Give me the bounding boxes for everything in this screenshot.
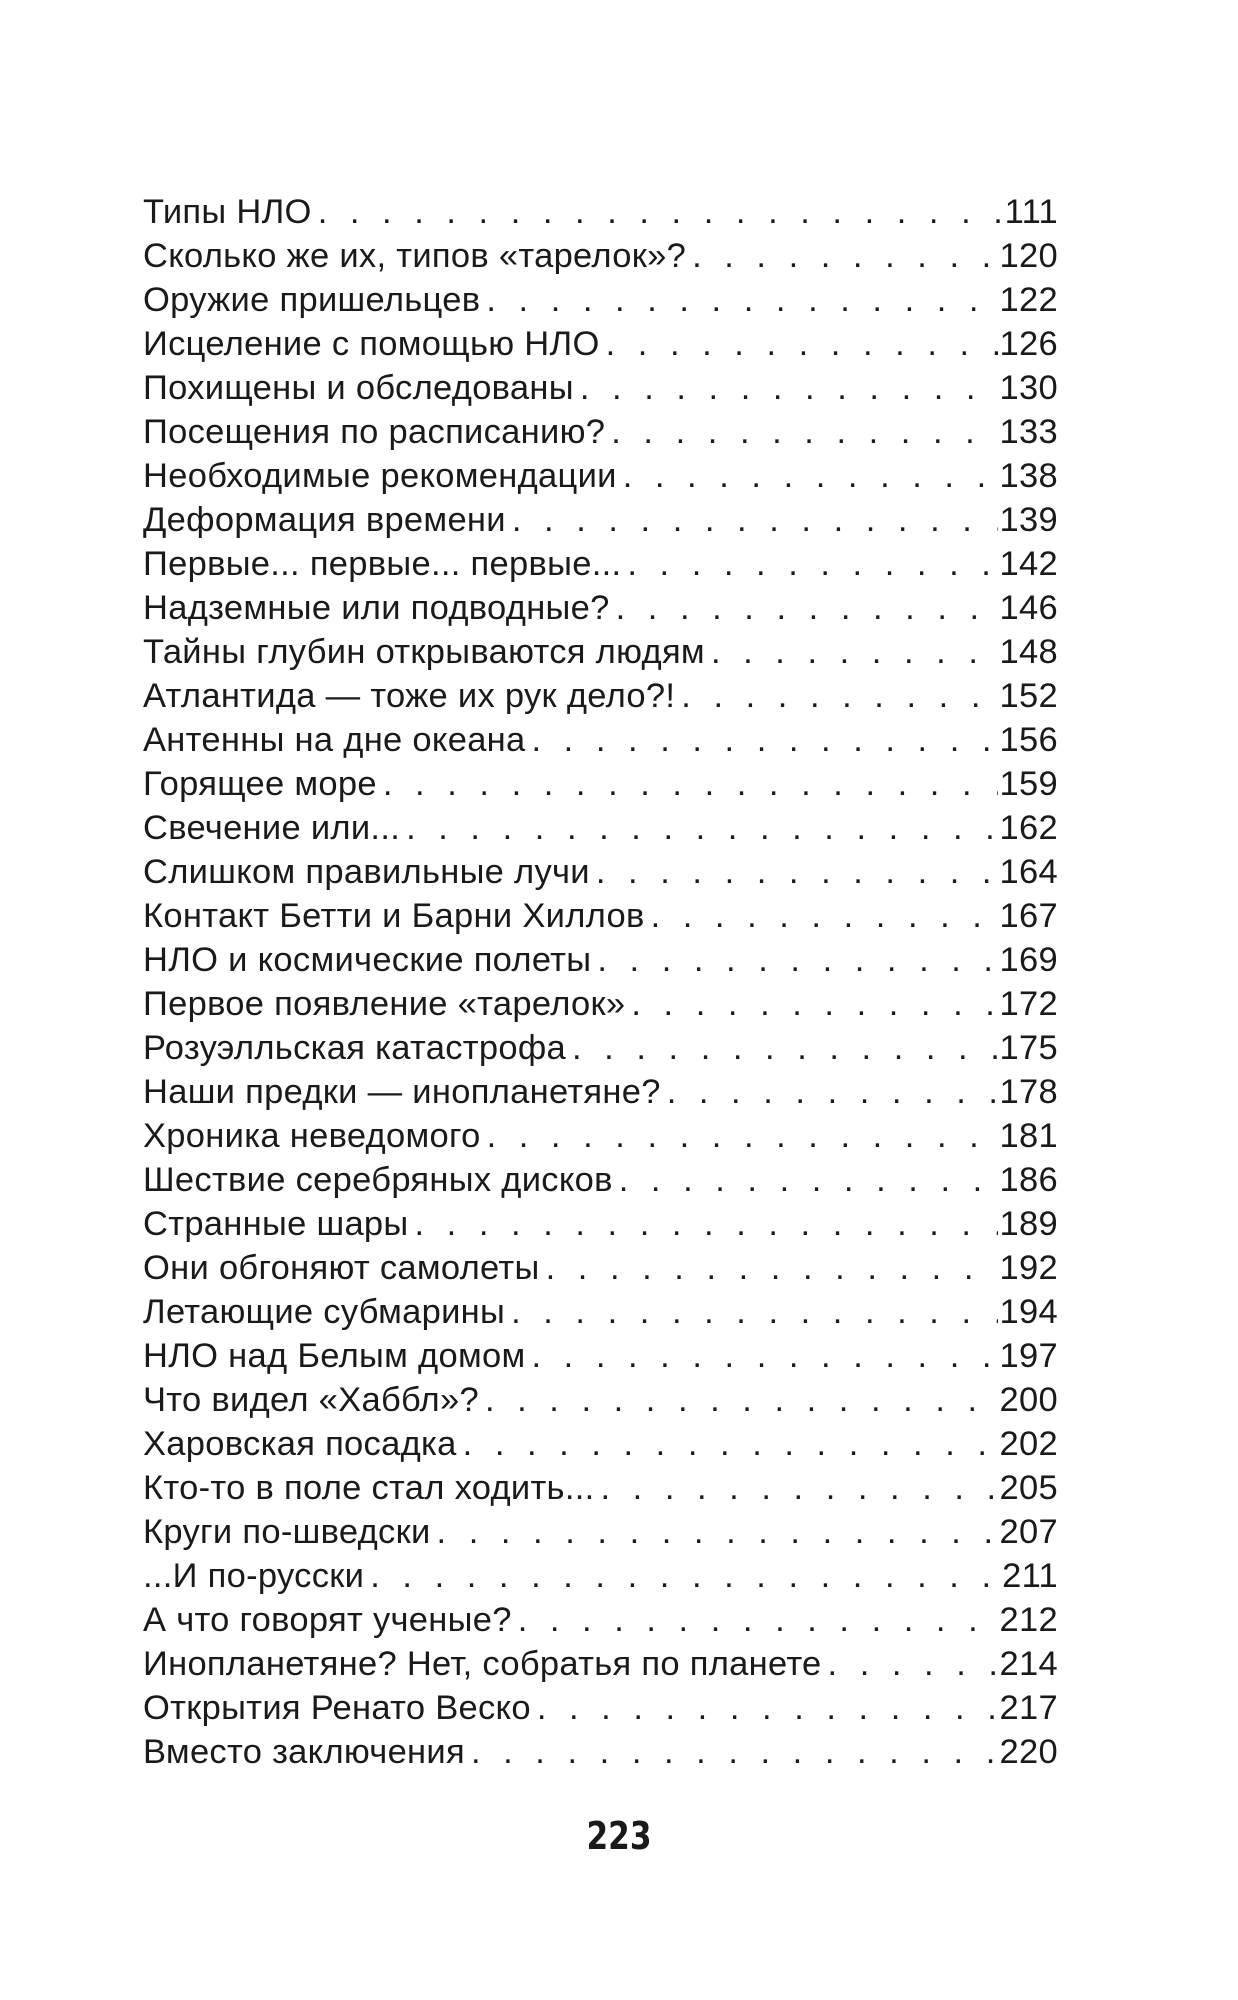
toc-entry xyxy=(143,234,1058,278)
toc-dot-leader xyxy=(437,1510,998,1554)
toc-entry xyxy=(143,190,1058,234)
toc-entry-title: Вместо заключения xyxy=(143,1733,465,1771)
toc-entry-page: 205 xyxy=(999,1469,1058,1507)
toc-entry-page: 197 xyxy=(999,1337,1058,1375)
toc-entry xyxy=(143,1114,1058,1158)
toc-entry xyxy=(143,1246,1058,1290)
toc-entry-title: ...И по-русски xyxy=(143,1557,365,1595)
toc-entry xyxy=(143,366,1058,410)
toc-dot-leader xyxy=(651,894,998,938)
toc-entry-page: 211 xyxy=(1002,1557,1058,1595)
toc-entry-title: Они обгоняют самолеты xyxy=(143,1249,540,1287)
toc-entry-page: 146 xyxy=(999,589,1058,627)
toc-entry-page: 120 xyxy=(999,237,1058,275)
toc-entry-page: 172 xyxy=(999,985,1058,1023)
toc-entry xyxy=(143,1686,1058,1730)
toc-entry-page: 152 xyxy=(999,677,1058,715)
toc-entry-page: 148 xyxy=(999,633,1058,671)
toc-dot-leader xyxy=(318,190,1003,234)
toc-entry-page: 175 xyxy=(999,1029,1058,1067)
toc-entry xyxy=(143,718,1058,762)
toc-entry xyxy=(143,1510,1058,1554)
toc-entry-title: Хроника неведомого xyxy=(143,1117,481,1155)
page-number: 223 xyxy=(586,1814,652,1858)
toc-entry-page: 214 xyxy=(999,1645,1058,1683)
toc-entry-page: 169 xyxy=(999,941,1058,979)
toc-entry-page: 159 xyxy=(999,765,1058,803)
toc-entry-title: Оружие пришельцев xyxy=(143,281,481,319)
toc-dot-leader xyxy=(370,1554,1000,1598)
toc-entry xyxy=(143,586,1058,630)
toc-entry-page: 207 xyxy=(999,1513,1058,1551)
toc-entry xyxy=(143,674,1058,718)
toc-entry xyxy=(143,1290,1058,1334)
toc-dot-leader xyxy=(406,806,997,850)
toc-entry-title: НЛО над Белым домом xyxy=(143,1337,526,1375)
toc-entry-page: 162 xyxy=(999,809,1058,847)
toc-entry xyxy=(143,630,1058,674)
toc-entry-title: Деформация времени xyxy=(143,501,506,539)
toc-entry xyxy=(143,1598,1058,1642)
toc-entry-title: Исцеление с помощью НЛО xyxy=(143,325,600,363)
toc-entry-page: 156 xyxy=(999,721,1058,759)
toc-entry-title: Атлантида — тоже их рук дело?! xyxy=(143,677,676,715)
toc-entry-title: А что говорят ученые? xyxy=(143,1601,512,1639)
toc-dot-leader xyxy=(415,1202,998,1246)
toc-entry xyxy=(143,850,1058,894)
toc-entry xyxy=(143,762,1058,806)
toc-dot-leader xyxy=(611,410,997,454)
toc-entry-title: Что видел «Хаббл»? xyxy=(143,1381,479,1419)
toc-entry-page: 139 xyxy=(999,501,1058,539)
toc-entry-title: Похищены и обследованы xyxy=(143,369,574,407)
toc-entry-title: Харовская посадка xyxy=(143,1425,457,1463)
toc-dot-leader xyxy=(537,1686,998,1730)
toc-entry-title: Контакт Бетти и Барни Хиллов xyxy=(143,897,645,935)
toc-entry-title: Свечение или... xyxy=(143,809,401,847)
toc-dot-leader xyxy=(532,1334,998,1378)
toc-dot-leader xyxy=(580,366,998,410)
toc-dot-leader xyxy=(546,1246,998,1290)
toc-dot-leader xyxy=(623,454,998,498)
toc-dot-leader xyxy=(486,278,997,322)
toc-dot-leader xyxy=(463,1422,998,1466)
toc-dot-leader xyxy=(601,1466,998,1510)
toc-entry-page: 181 xyxy=(999,1117,1058,1155)
toc-entry-title: Тайны глубин открываются людям xyxy=(143,633,705,671)
toc-entry-title: Летающие субмарины xyxy=(143,1293,506,1331)
table-of-contents xyxy=(143,190,1058,1774)
toc-entry-page: 192 xyxy=(999,1249,1058,1287)
toc-entry-page: 217 xyxy=(999,1689,1058,1727)
toc-entry-title: Слишком правильные лучи xyxy=(143,853,590,891)
toc-entry-title: Первые... первые... первые... xyxy=(143,545,622,583)
toc-entry-title: Инопланетяне? Нет, собратья по планете xyxy=(143,1645,822,1683)
toc-dot-leader xyxy=(692,234,997,278)
toc-entry-page: 130 xyxy=(999,369,1058,407)
toc-dot-leader xyxy=(606,322,998,366)
toc-entry-title: Круги по-шведски xyxy=(143,1513,431,1551)
toc-entry xyxy=(143,894,1058,938)
toc-entry xyxy=(143,1378,1058,1422)
toc-entry-page: 186 xyxy=(999,1161,1058,1199)
toc-entry-page: 126 xyxy=(999,325,1058,363)
toc-entry xyxy=(143,982,1058,1026)
toc-dot-leader xyxy=(631,982,997,1026)
toc-dot-leader xyxy=(383,762,998,806)
toc-entry-title: Посещения по расписанию? xyxy=(143,413,606,451)
toc-entry xyxy=(143,1422,1058,1466)
toc-dot-leader xyxy=(619,1158,998,1202)
toc-dot-leader xyxy=(667,1070,998,1114)
toc-entry-title: Необходимые рекомендации xyxy=(143,457,617,495)
toc-dot-leader xyxy=(532,718,998,762)
toc-entry-title: НЛО и космические полеты xyxy=(143,941,592,979)
toc-entry-title: Кто-то в поле стал ходить... xyxy=(143,1469,595,1507)
toc-entry xyxy=(143,1158,1058,1202)
toc-entry-page: 138 xyxy=(999,457,1058,495)
toc-dot-leader xyxy=(572,1026,998,1070)
toc-entry-title: Надземные или подводные? xyxy=(143,589,610,627)
toc-dot-leader xyxy=(518,1598,998,1642)
toc-entry xyxy=(143,322,1058,366)
toc-entry-page: 202 xyxy=(999,1425,1058,1463)
toc-entry xyxy=(143,410,1058,454)
toc-entry xyxy=(143,1202,1058,1246)
toc-dot-leader xyxy=(512,498,998,542)
toc-dot-leader xyxy=(485,1378,998,1422)
toc-entry-title: Типы НЛО xyxy=(143,193,312,231)
toc-entry-page: 142 xyxy=(999,545,1058,583)
toc-entry-page: 178 xyxy=(999,1073,1058,1111)
toc-entry xyxy=(143,806,1058,850)
toc-entry-page: 111 xyxy=(1004,193,1058,231)
toc-dot-leader xyxy=(828,1642,998,1686)
toc-entry-title: Открытия Ренато Веско xyxy=(143,1689,531,1727)
toc-dot-leader xyxy=(597,938,997,982)
toc-entry xyxy=(143,542,1058,586)
toc-dot-leader xyxy=(487,1114,998,1158)
toc-entry-title: Странные шары xyxy=(143,1205,409,1243)
toc-entry xyxy=(143,1466,1058,1510)
toc-entry-title: Антенны на дне океана xyxy=(143,721,526,759)
toc-dot-leader xyxy=(511,1290,997,1334)
toc-entry-title: Первое появление «тарелок» xyxy=(143,985,626,1023)
toc-entry-title: Розуэлльская катастрофа xyxy=(143,1029,567,1067)
toc-entry-page: 133 xyxy=(999,413,1058,451)
toc-entry xyxy=(143,938,1058,982)
toc-entry-title: Горящее море xyxy=(143,765,377,803)
toc-entry xyxy=(143,1730,1058,1774)
toc-entry xyxy=(143,498,1058,542)
toc-entry-title: Шествие серебряных дисков xyxy=(143,1161,613,1199)
toc-dot-leader xyxy=(471,1730,998,1774)
toc-entry xyxy=(143,454,1058,498)
toc-entry xyxy=(143,1070,1058,1114)
toc-entry-title: Наши предки — инопланетяне? xyxy=(143,1073,661,1111)
toc-entry xyxy=(143,1334,1058,1378)
toc-entry-page: 122 xyxy=(999,281,1058,319)
toc-dot-leader xyxy=(596,850,998,894)
toc-entry xyxy=(143,1554,1058,1598)
toc-entry-page: 200 xyxy=(999,1381,1058,1419)
toc-entry-page: 189 xyxy=(999,1205,1058,1243)
toc-entry-page: 220 xyxy=(999,1733,1058,1771)
toc-dot-leader xyxy=(627,542,997,586)
toc-dot-leader xyxy=(711,630,998,674)
toc-entry xyxy=(143,1026,1058,1070)
toc-entry-page: 167 xyxy=(999,897,1058,935)
toc-entry-page: 212 xyxy=(999,1601,1058,1639)
toc-entry-title: Сколько же их, типов «тарелок»? xyxy=(143,237,687,275)
toc-entry xyxy=(143,278,1058,322)
toc-dot-leader xyxy=(681,674,997,718)
toc-entry-page: 194 xyxy=(999,1293,1058,1331)
toc-dot-leader xyxy=(616,586,998,630)
toc-entry-page: 164 xyxy=(999,853,1058,891)
toc-entry xyxy=(143,1642,1058,1686)
